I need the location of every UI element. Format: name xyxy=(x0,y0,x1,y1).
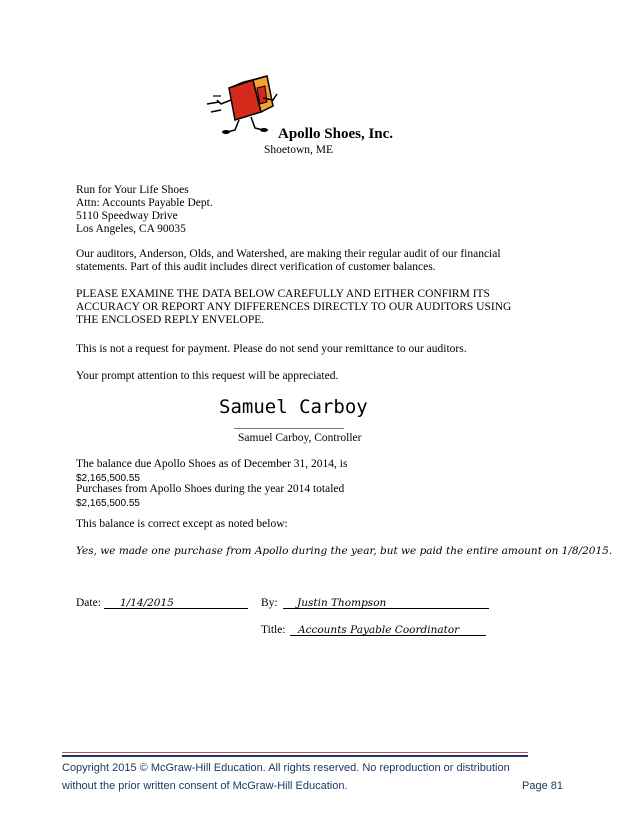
balance-label: The balance due Apollo Shoes as of December 31, 2014, is xyxy=(76,458,348,470)
footer-page-number: Page 81 xyxy=(522,780,563,792)
paragraph-attention: Your prompt attention to this request will be appreciated. xyxy=(76,370,339,382)
company-city: Shoetown, ME xyxy=(264,144,333,156)
footer-copyright-line2: without the prior written consent of McGraw-Hill Education. xyxy=(62,780,348,792)
footer-copyright-line1: Copyright 2015 © McGraw-Hill Education. All rights reserved. No reproduction or distribution xyxy=(62,762,510,774)
by-label: By: xyxy=(261,597,278,609)
footer-rule-red xyxy=(62,752,528,753)
response-note: Yes, we made one purchase from Apollo during the year, but we paid the entire amount on 1/8/2015. xyxy=(76,545,613,557)
signature-typed: Samuel Carboy xyxy=(219,396,368,418)
company-name: Apollo Shoes, Inc. xyxy=(278,126,394,142)
paragraph-auditors xyxy=(76,248,501,274)
date-label: Date: xyxy=(76,597,101,609)
recipient-city: Los Angeles, CA 90035 xyxy=(76,223,186,235)
paragraph-line: Our auditors, Anderson, Olds, and Watershed, are making their regular audit of our financial xyxy=(76,248,501,260)
balance-value: $2,165,500.55 xyxy=(76,473,140,484)
signature-line: ____________________ xyxy=(234,418,344,430)
footer-rule-navy xyxy=(62,755,528,757)
purchases-label: Purchases from Apollo Shoes during the year 2014 totaled xyxy=(76,483,345,495)
title-value: Accounts Payable Coordinator xyxy=(298,624,460,636)
recipient-address xyxy=(76,184,213,236)
paragraph-not-payment: This is not a request for payment. Please do not send your remittance to our auditors. xyxy=(76,343,467,355)
recipient-attn: Attn: Accounts Payable Dept. xyxy=(76,197,213,209)
paragraph-line: statements. Part of this audit includes direct verification of customer balances. xyxy=(76,261,436,273)
recipient-street: 5110 Speedway Drive xyxy=(76,210,178,222)
paragraph-line: PLEASE EXAMINE THE DATA BELOW CAREFULLY AND EITHER CONFIRM ITS xyxy=(76,288,490,300)
recipient-name: Run for Your Life Shoes xyxy=(76,184,189,196)
title-label: Title: xyxy=(261,624,286,636)
apollo-logo-icon xyxy=(205,70,285,140)
by-value: Justin Thompson xyxy=(297,597,387,609)
purchases-value: $2,165,500.55 xyxy=(76,498,140,509)
paragraph-line: ACCURACY OR REPORT ANY DIFFERENCES DIRECTLY TO OUR AUDITORS USING xyxy=(76,301,512,313)
paragraph-line: THE ENCLOSED REPLY ENVELOPE. xyxy=(76,314,265,326)
correct-label: This balance is correct except as noted below: xyxy=(76,518,288,530)
signature-name-title: Samuel Carboy, Controller xyxy=(238,432,362,444)
date-value: 1/14/2015 xyxy=(120,597,174,609)
paragraph-instructions xyxy=(76,288,511,327)
